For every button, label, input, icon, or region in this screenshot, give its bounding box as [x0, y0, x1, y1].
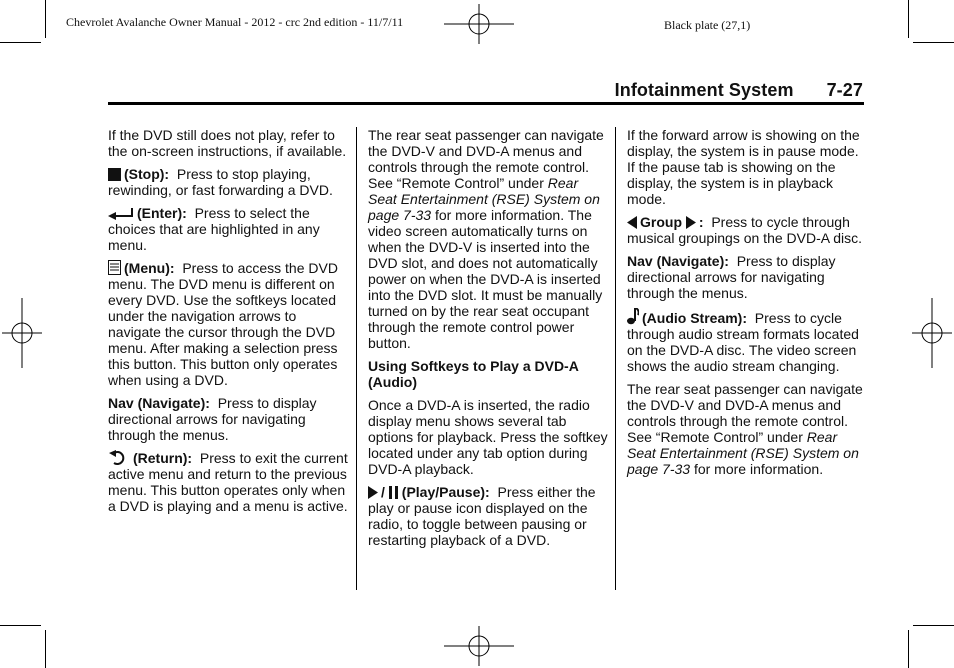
text: for more information. The video screen automatically turns on when the DVD-V is inserted into the DVD slot, and does not automatically power on when the DVD-A is inserted into the DVD slot. It must be manually turned on by the rear seat occupant through the remote control power button.	[368, 207, 603, 351]
audio-stream-label: (Audio Stream):	[642, 310, 747, 326]
menu-item	[108, 260, 348, 388]
text: for more information.	[690, 461, 824, 477]
audio-stream-item	[627, 308, 867, 374]
document-title: Chevrolet Avalanche Owner Manual - 2012 - crc 2nd edition - 11/7/11	[66, 15, 404, 29]
enter-label: (Enter):	[137, 205, 187, 221]
nav-item	[627, 253, 867, 301]
text: The rear seat passenger can navigate the DVD-V and DVD-A menus and controls through the remote control. See “Remote Control” under	[627, 381, 863, 445]
music-note-icon	[627, 308, 639, 325]
crop-mark	[45, 0, 46, 38]
play-pause-text: Press either the play or pause icon displayed on the radio, to toggle between pausing or restarting playback of a DVD.	[368, 484, 596, 548]
text: The rear seat passenger can navigate the DVD-V and DVD-A menus and controls through the remote control. See “Remote Control” under	[368, 127, 604, 191]
menu-icon	[108, 260, 121, 275]
nav-label: Nav (Navigate):	[627, 253, 729, 269]
crop-mark	[45, 630, 46, 668]
menu-label: (Menu):	[124, 260, 175, 276]
page-number: 7-27	[826, 80, 863, 100]
nav-text: Press to display directional arrows for navigating through the menus.	[108, 395, 317, 443]
play-pause-item	[368, 484, 608, 548]
subheading	[368, 358, 608, 390]
registration-mark	[444, 4, 514, 44]
crop-mark	[913, 625, 954, 626]
header-rule	[108, 102, 864, 105]
nav-label: Nav (Navigate):	[108, 395, 210, 411]
separator: /	[381, 484, 385, 500]
group-label: Group	[640, 214, 682, 230]
return-label: (Return):	[133, 450, 193, 466]
play-icon	[368, 486, 378, 499]
column-3	[627, 127, 867, 484]
paragraph: If the forward arrow is showing on the display, the system is in pause mode. If the pause tab is showing on the display, the system is in playback mode.	[627, 127, 860, 207]
column-divider	[615, 127, 616, 590]
stop-label: (Stop):	[124, 166, 170, 182]
play-pause-label: (Play/Pause):	[401, 484, 490, 500]
crop-mark	[0, 42, 41, 43]
crop-mark	[908, 630, 909, 668]
nav-item	[108, 395, 348, 443]
paragraph: Once a DVD-A is inserted, the radio display menu shows several tab options for playback. Press the softkey located under any tab option during DVD-A playback.	[368, 397, 608, 477]
subheading-text: Using Softkeys to Play a DVD-A (Audio)	[368, 358, 579, 390]
pause-icon	[389, 486, 399, 499]
nav-text: Press to display directional arrows for navigating through the menus.	[627, 253, 836, 301]
plate-label: Black plate (27,1)	[664, 18, 751, 32]
stop-icon	[108, 168, 121, 181]
enter-text: Press to select the choices that are highlighted in any menu.	[108, 205, 320, 253]
registration-mark	[2, 298, 42, 368]
column-divider	[356, 127, 357, 590]
registration-mark	[912, 298, 952, 368]
colon: :	[698, 214, 704, 230]
paragraph: If the DVD still does not play, refer to the on-screen instructions, if available.	[108, 127, 347, 159]
column-2	[368, 127, 608, 555]
stop-text: Press to stop playing, rewinding, or fast forwarding a DVD.	[108, 166, 333, 198]
stop-item	[108, 166, 348, 198]
paragraph	[368, 127, 608, 351]
audio-stream-text: Press to cycle through audio stream formats located on the DVD-A disc. The video screen shows the audio stream changing.	[627, 310, 859, 374]
enter-item	[108, 205, 348, 253]
previous-arrow-icon	[627, 216, 637, 229]
section-heading	[615, 80, 863, 101]
cross-reference: Rear Seat Entertainment (RSE) System on page 7-33	[627, 429, 859, 477]
group-text: Press to cycle through musical groupings on the DVD-A disc.	[627, 214, 862, 246]
return-item	[108, 450, 348, 514]
enter-icon	[108, 207, 134, 220]
return-text: Press to exit the current active menu and return to the previous menu. This button operates only when a DVD is playing and a menu is active.	[108, 450, 348, 514]
paragraph	[627, 381, 867, 477]
crop-mark	[908, 0, 909, 38]
section-title: Infotainment System	[614, 80, 794, 100]
crop-mark	[0, 625, 41, 626]
registration-mark	[444, 626, 514, 666]
cross-reference: Rear Seat Entertainment (RSE) System on page 7-33	[368, 175, 600, 223]
next-arrow-icon	[686, 216, 696, 229]
group-item	[627, 214, 867, 246]
column-1	[108, 127, 348, 521]
return-icon	[108, 450, 130, 465]
menu-text: Press to access the DVD menu. The DVD menu is different on every DVD. Use the softkeys located under the navigation arrows to navigate the cursor through the DVD menu. After making a selection press this button. This button only operates when using a DVD.	[108, 260, 338, 388]
crop-mark	[913, 42, 954, 43]
